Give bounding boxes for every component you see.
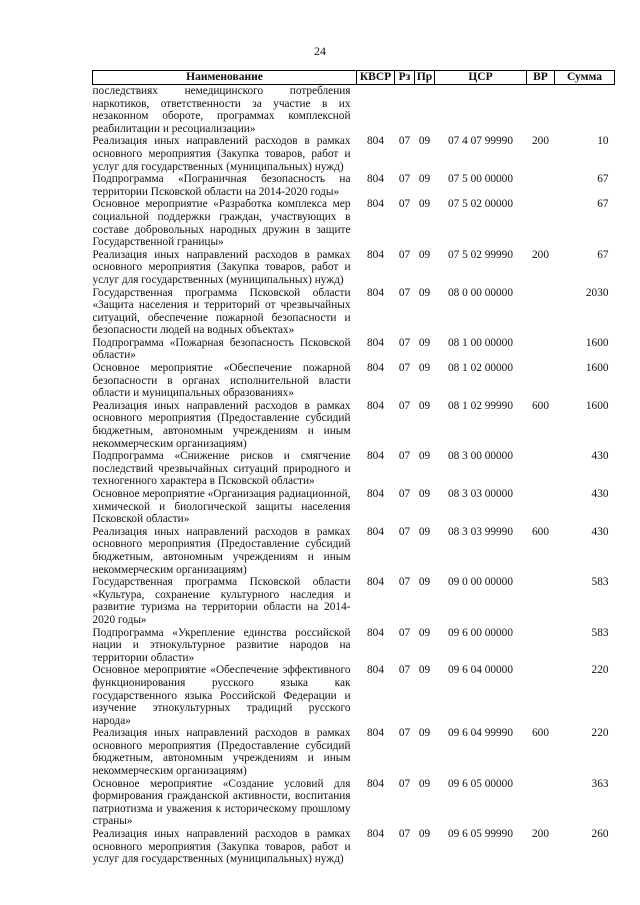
cell-name: Подпрограмма «Пожарная безопасность Псковской области» xyxy=(92,336,351,362)
cell-kvsr: 804 xyxy=(367,399,384,412)
table-row xyxy=(93,627,615,665)
cell-sum: 67 xyxy=(597,173,609,186)
cell-vr xyxy=(527,576,555,626)
cell-vr: 200 xyxy=(532,828,549,841)
cell-vr: 600 xyxy=(532,399,549,412)
table-row xyxy=(93,778,615,828)
cell-pr: 09 xyxy=(418,399,431,412)
cell-rz: 07 xyxy=(398,286,411,299)
cell-csr: 09 6 05 00000 xyxy=(448,777,513,790)
cell-sum: 67 xyxy=(597,198,609,211)
cell-pr: 09 xyxy=(418,727,431,740)
cell-kvsr: 804 xyxy=(367,362,384,375)
cell-sum: 67 xyxy=(597,248,609,261)
table-row xyxy=(93,576,615,626)
cell-pr: 09 xyxy=(418,777,431,790)
cell-csr: 09 0 00 00000 xyxy=(448,576,513,589)
cell-vr xyxy=(527,362,555,400)
cell-sum: 430 xyxy=(591,488,609,500)
cell-kvsr: 804 xyxy=(367,828,384,841)
table-row xyxy=(93,287,615,337)
cell-sum: 10 xyxy=(597,135,609,148)
cell-rz: 07 xyxy=(398,828,411,841)
cell-csr: 07 5 00 00000 xyxy=(448,173,513,186)
cell-csr: 09 6 04 99990 xyxy=(448,727,513,740)
cell-kvsr: 804 xyxy=(367,488,384,500)
cell-pr: 09 xyxy=(418,135,431,148)
cell-csr: 08 1 02 00000 xyxy=(448,362,513,375)
cell-rz: 07 xyxy=(398,198,411,211)
table-row xyxy=(93,85,615,136)
cell-name: Государственная программа Псковской области «Культура, сохранение культурного наследия и развитие туризма на территории области на 2014-2020 годы» xyxy=(92,576,351,626)
cell-name: Реализация иных направлений расходов в рамках основного мероприятия (Закупка товаров, работ и услуг для государственных (муниципальных) нужд) xyxy=(92,828,351,866)
cell-name: Основное мероприятие «Создание условий для формирования гражданской активности, воспитания патриотизма и уважения к историческому прошлому страны» xyxy=(92,777,351,828)
cell-vr xyxy=(527,778,555,828)
cell-kvsr: 804 xyxy=(367,336,384,349)
table-header-row xyxy=(93,71,615,85)
cell-vr xyxy=(527,173,555,198)
cell-vr xyxy=(527,198,555,248)
cell-csr: 07 5 02 00000 xyxy=(448,198,513,211)
cell-rz: 07 xyxy=(398,777,411,790)
table-row xyxy=(93,450,615,488)
cell-pr: 09 xyxy=(418,286,431,299)
table-row xyxy=(93,135,615,173)
cell-pr xyxy=(415,85,435,136)
cell-kvsr: 804 xyxy=(367,198,384,211)
cell-csr: 09 6 04 00000 xyxy=(448,664,513,677)
cell-rz: 07 xyxy=(398,727,411,740)
cell-pr: 09 xyxy=(418,173,431,186)
cell-sum: 583 xyxy=(591,576,609,589)
cell-rz: 07 xyxy=(398,525,411,538)
cell-name: Основное мероприятие «Обеспечение пожарной безопасности в органах исполнительной власти области и муниципальных образованиях» xyxy=(92,362,351,400)
cell-name: Реализация иных направлений расходов в рамках основного мероприятия (Предоставление субсидий бюджетным, автономным учреждениям и иным некоммерческим организациям) xyxy=(92,399,351,450)
cell-name: Реализация иных направлений расходов в рамках основного мероприятия (Предоставление субсидий бюджетным, автономным учреждениям и иным некоммерческим организациям) xyxy=(92,525,351,576)
cell-vr: 600 xyxy=(532,727,549,740)
cell-pr: 09 xyxy=(418,362,431,375)
cell-sum: 430 xyxy=(591,450,609,463)
cell-pr: 09 xyxy=(418,525,431,538)
cell-csr: 09 6 05 99990 xyxy=(448,828,513,841)
cell-sum: 220 xyxy=(591,727,609,740)
cell-vr xyxy=(527,488,555,526)
cell-pr: 09 xyxy=(418,828,431,841)
cell-name: Реализация иных направлений расходов в рамках основного мероприятия (Закупка товаров, работ и услуг для государственных (муниципальных) нужд) xyxy=(92,135,351,173)
table-row xyxy=(93,362,615,400)
cell-vr xyxy=(527,664,555,727)
cell-rz: 07 xyxy=(398,399,411,412)
cell-rz: 07 xyxy=(398,173,411,186)
cell-pr: 09 xyxy=(418,248,431,261)
cell-vr xyxy=(527,627,555,665)
cell-rz: 07 xyxy=(398,135,411,148)
cell-csr: 07 5 02 99990 xyxy=(448,248,513,261)
header-pr: Пр xyxy=(415,71,435,85)
cell-rz: 07 xyxy=(398,336,411,349)
cell-sum: 583 xyxy=(591,626,609,639)
cell-csr: 08 0 00 00000 xyxy=(448,286,513,299)
cell-rz: 07 xyxy=(398,248,411,261)
cell-name: Государственная программа Псковской области «Защита населения и территорий от чрезвычайных ситуаций, обеспечение пожарной безопасности и безопасности людей на водных объектах» xyxy=(92,286,351,337)
cell-csr: 09 6 00 00000 xyxy=(448,626,513,639)
cell-rz: 07 xyxy=(398,362,411,375)
cell-sum: 1600 xyxy=(585,399,609,412)
cell-name: Реализация иных направлений расходов в рамках основного мероприятия (Закупка товаров, работ и услуг для государственных (муниципальных) нужд) xyxy=(92,248,351,286)
cell-pr: 09 xyxy=(418,488,431,500)
table-row xyxy=(93,526,615,576)
cell-kvsr: 804 xyxy=(367,727,384,740)
table-row xyxy=(93,488,615,526)
cell-sum: 260 xyxy=(591,828,609,841)
cell-name: Реализация иных направлений расходов в рамках основного мероприятия (Предоставление субсидий бюджетным, автономным учреждениям и иным некоммерческим организациям) xyxy=(92,727,351,778)
cell-vr: 200 xyxy=(532,248,549,261)
cell-name: Подпрограмма «Снижение рисков и смягчение последствий чрезвычайных ситуаций природного и техногенного характера в Псковской области» xyxy=(92,450,351,488)
cell-sum: 220 xyxy=(591,664,609,677)
cell-name: Подпрограмма «Укрепление единства российской нации и этнокультурное развитие народов на территории области» xyxy=(92,626,351,664)
cell-kvsr: 804 xyxy=(367,777,384,790)
cell-csr: 08 3 03 00000 xyxy=(448,488,513,500)
cell-sum: 430 xyxy=(591,525,609,538)
cell-kvsr: 804 xyxy=(367,248,384,261)
cell-kvsr xyxy=(357,85,395,136)
budget-table xyxy=(92,70,615,866)
cell-rz xyxy=(395,85,415,136)
cell-vr xyxy=(527,85,555,136)
cell-kvsr: 804 xyxy=(367,525,384,538)
cell-name: Подпрограмма «Пограничная безопасность на территории Псковской области на 2014-2020 годы» xyxy=(92,173,351,198)
cell-kvsr: 804 xyxy=(367,173,384,186)
cell-vr: 600 xyxy=(532,525,549,538)
cell-kvsr: 804 xyxy=(367,286,384,299)
cell-csr: 08 3 00 00000 xyxy=(448,450,513,463)
cell-vr xyxy=(527,450,555,488)
cell-rz: 07 xyxy=(398,488,411,500)
cell-rz: 07 xyxy=(398,450,411,463)
cell-vr xyxy=(527,287,555,337)
table-row xyxy=(93,727,615,777)
cell-pr: 09 xyxy=(418,626,431,639)
cell-name: Основное мероприятие «Разработка комплекса мер социальной поддержки граждан, участвующих в составе добровольных народных дружин в защите Государственной границы» xyxy=(92,198,351,249)
header-rz: Рз xyxy=(395,71,415,85)
cell-kvsr: 804 xyxy=(367,576,384,589)
cell-sum: 1600 xyxy=(585,362,609,375)
cell-sum xyxy=(555,85,615,136)
header-csr: ЦСР xyxy=(435,71,527,85)
table-row xyxy=(93,400,615,450)
table-row xyxy=(93,337,615,362)
cell-rz: 07 xyxy=(398,626,411,639)
cell-sum: 2030 xyxy=(585,286,609,299)
table-row xyxy=(93,664,615,727)
cell-name: Основное мероприятие «Обеспечение эффективного функционирования русского языка как государственного языка Российской Федерации и изучение этнокультурных традиций русского народа» xyxy=(92,664,351,727)
cell-sum: 1600 xyxy=(585,336,609,349)
cell-csr: 08 3 03 99990 xyxy=(448,525,513,538)
cell-pr: 09 xyxy=(418,664,431,677)
cell-kvsr: 804 xyxy=(367,135,384,148)
table-row xyxy=(93,828,615,866)
cell-name: последствиях немедицинского потребления наркотиков, ответственности за участие в их незаконном обороте, программах комплексной реабилитации и ресоциализации» xyxy=(92,85,351,135)
cell-csr: 07 4 07 99990 xyxy=(448,135,513,148)
cell-kvsr: 804 xyxy=(367,626,384,639)
cell-pr: 09 xyxy=(418,576,431,589)
cell-vr xyxy=(527,337,555,362)
cell-rz: 07 xyxy=(398,576,411,589)
cell-pr: 09 xyxy=(418,450,431,463)
table-row xyxy=(93,249,615,287)
header-sum: Сумма xyxy=(555,71,615,85)
cell-name: Основное мероприятие «Организация радиационной, химической и биологической защиты населения Псковской области» xyxy=(92,488,351,526)
cell-pr: 09 xyxy=(418,336,431,349)
header-vr: ВР xyxy=(527,71,555,85)
cell-kvsr: 804 xyxy=(367,664,384,677)
page-number: 24 xyxy=(314,44,326,58)
header-kvsr: КВСР xyxy=(357,71,395,85)
cell-rz: 07 xyxy=(398,664,411,677)
table-row xyxy=(93,173,615,198)
cell-pr: 09 xyxy=(418,198,431,211)
cell-vr: 200 xyxy=(532,135,549,148)
cell-kvsr: 804 xyxy=(367,450,384,463)
header-name: Наименование xyxy=(93,71,357,85)
cell-csr xyxy=(435,85,527,136)
cell-csr: 08 1 02 99990 xyxy=(448,399,513,412)
cell-sum: 363 xyxy=(591,777,609,790)
table-row xyxy=(93,198,615,248)
cell-csr: 08 1 00 00000 xyxy=(448,336,513,349)
